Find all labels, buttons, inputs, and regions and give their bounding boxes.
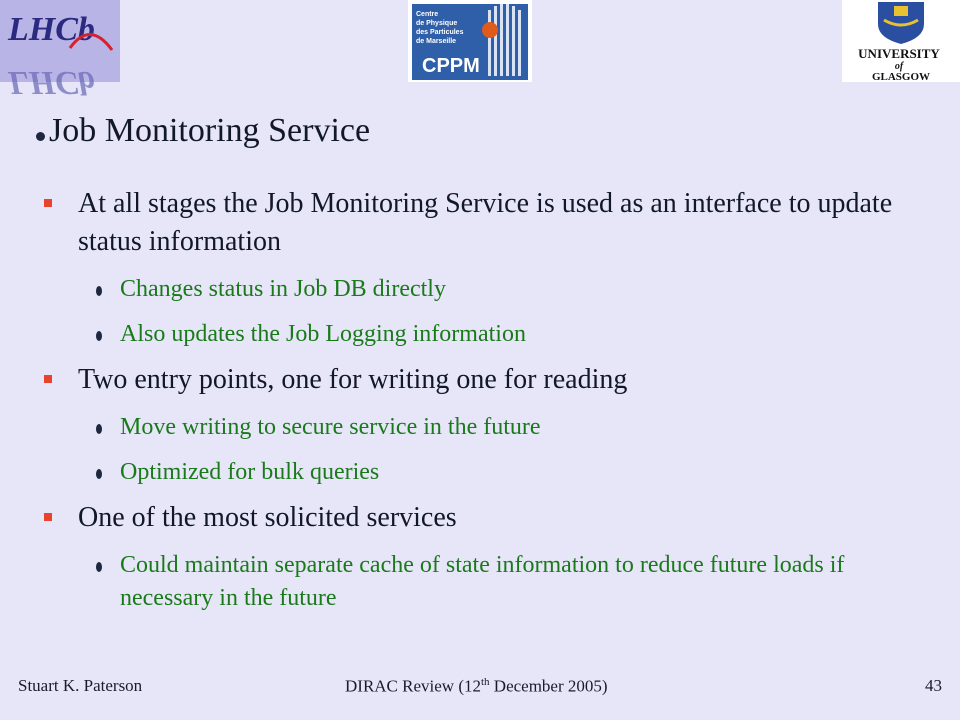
bullet-text: One of the most solicited services xyxy=(78,502,457,533)
round-bullet-icon xyxy=(96,469,102,479)
sub-bullet-text: Could maintain separate cache of state information to reduce future loads if necessary in the future xyxy=(120,552,845,611)
svg-text:LHCb: LHCb xyxy=(8,64,95,101)
lhcb-logo xyxy=(0,0,120,101)
slide-title: Job Monitoring Service xyxy=(49,112,371,149)
svg-text:UNIVERSITY of GLAS: UNIVERSITY of GLASGOW xyxy=(858,46,940,83)
round-bullet-icon xyxy=(96,424,102,434)
title-bullet-icon xyxy=(36,132,45,141)
bullet-point xyxy=(38,499,938,537)
square-bullet-icon xyxy=(44,199,52,207)
svg-text:CPPM: CPPM xyxy=(422,55,480,77)
svg-text:LHCb: LHCb xyxy=(8,11,95,48)
bullet-text: At all stages the Job Monitoring Service is used as an interface to update status information xyxy=(78,188,893,257)
title-row xyxy=(36,112,370,150)
slide-content xyxy=(38,185,938,615)
round-bullet-icon xyxy=(96,331,102,341)
sub-bullet-point xyxy=(38,456,938,489)
sub-bullet-text: Optimized for bulk queries xyxy=(120,459,380,485)
sub-bullet-text: Changes status in Job DB directly xyxy=(120,276,446,302)
glasgow-logo xyxy=(842,0,960,82)
sub-bullet-point xyxy=(38,318,938,351)
bullet-point xyxy=(38,361,938,399)
svg-text:Centre de Physique: Centre de Physique des Particules de Marseille xyxy=(416,11,464,45)
round-bullet-icon xyxy=(96,562,102,572)
square-bullet-icon xyxy=(44,375,52,383)
footer-event: DIRAC Review (12th December 2005) xyxy=(345,676,608,696)
round-bullet-icon xyxy=(96,286,102,296)
sub-bullet-text: Move writing to secure service in the future xyxy=(120,414,541,440)
bullet-text: Two entry points, one for writing one for reading xyxy=(78,364,628,395)
square-bullet-icon xyxy=(44,513,52,521)
page-number: 43 xyxy=(925,676,942,695)
cppm-logo xyxy=(408,0,532,82)
sub-bullet-point xyxy=(38,549,938,615)
bullet-point xyxy=(38,185,938,261)
sub-bullet-text: Also updates the Job Logging information xyxy=(120,321,526,347)
footer-author: Stuart K. Paterson xyxy=(18,676,143,695)
sub-bullet-point xyxy=(38,411,938,444)
sub-bullet-point xyxy=(38,273,938,306)
